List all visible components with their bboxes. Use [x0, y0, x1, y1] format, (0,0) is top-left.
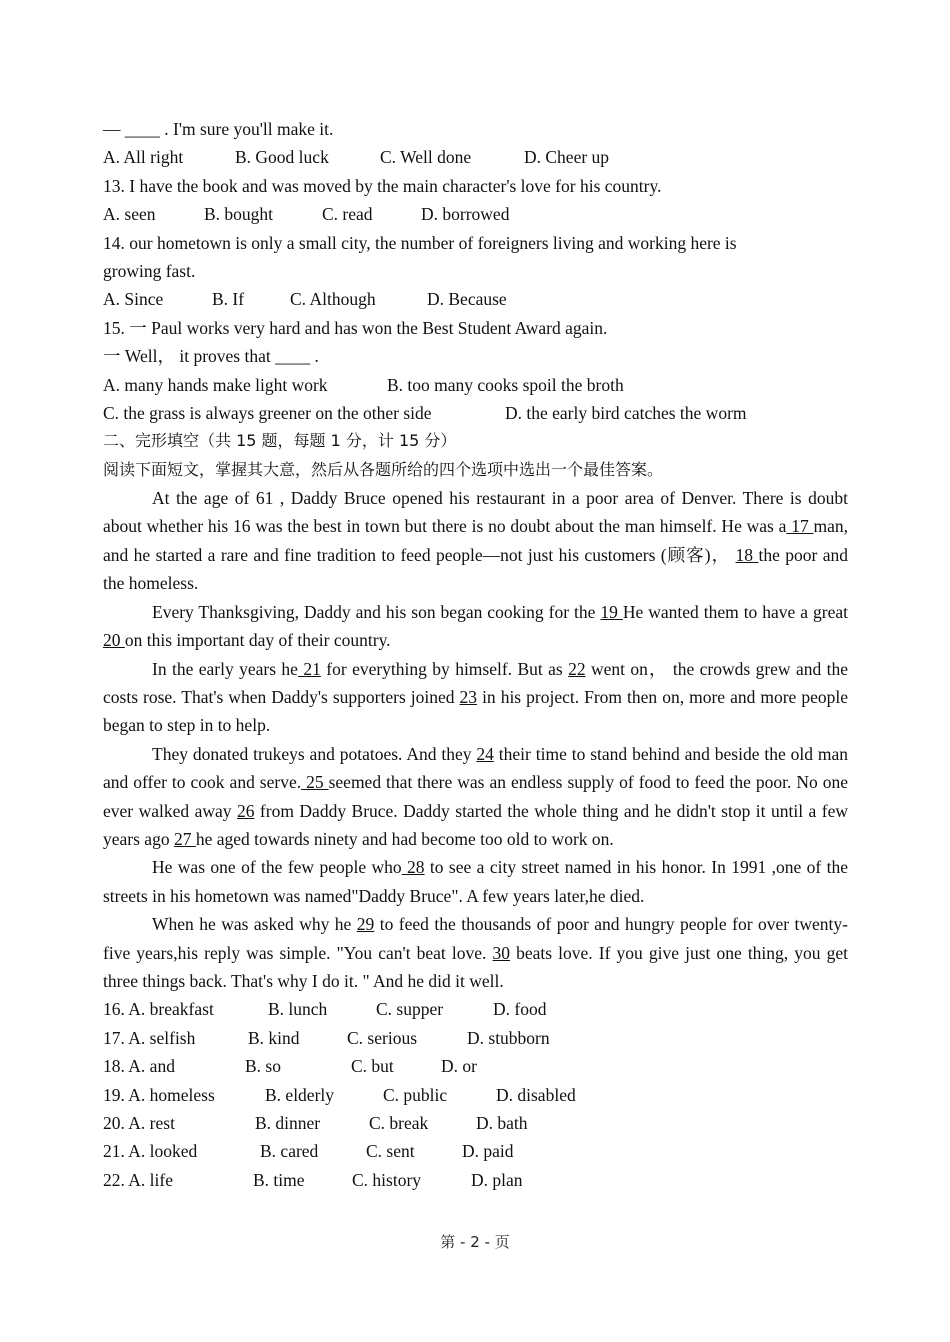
text: on this important day of their country.: [124, 630, 391, 651]
text: When he was asked why he: [152, 914, 357, 935]
blank-19: 19: [600, 601, 623, 622]
text: He wanted them to have a great: [622, 601, 848, 622]
option: D. or: [441, 1056, 477, 1077]
text: Every Thanksgiving, Daddy and his son began cooking for the: [152, 601, 601, 622]
q14-options: [103, 285, 848, 313]
blank-24: 24: [476, 743, 494, 764]
text: in his project. From then on, more and more people began to step in to help.: [103, 686, 848, 736]
answer-row-22: [103, 1166, 848, 1194]
blank-25: 25: [301, 772, 329, 793]
option: B. time: [253, 1169, 305, 1190]
option: C. Well done: [380, 147, 472, 168]
option: D. Cheer up: [524, 147, 610, 168]
blank-26: 26: [236, 800, 255, 821]
option: 17. A. selfish: [103, 1027, 196, 1048]
option: C. history: [352, 1169, 422, 1190]
option: D. Because: [427, 289, 507, 310]
answer-row-20: [103, 1109, 848, 1137]
q15-options-ab: [103, 371, 848, 399]
option: C. supper: [376, 999, 444, 1020]
option: 21. A. looked: [103, 1141, 198, 1162]
q12-dialog: — ____ . I'm sure you'll make it.: [103, 119, 334, 139]
option: C. but: [351, 1056, 394, 1077]
option: 16. A. breakfast: [103, 999, 214, 1020]
blank-28: 28: [401, 857, 425, 878]
blank-21: 21: [297, 658, 321, 679]
option: C. Although: [290, 289, 376, 310]
option: D. food: [493, 999, 547, 1020]
q12-options: [103, 143, 848, 171]
q13-stem: 13. I have the book and was moved by the main character's love for his country.: [103, 175, 662, 196]
passage-paragraph-3: [103, 655, 848, 740]
option: B. too many cooks spoil the broth: [387, 374, 624, 395]
answer-row-18: [103, 1052, 848, 1080]
text: to see a city street named in his honor. In 1991 ,one of the streets in his hometown was named"Daddy Bruce". A few years later,he died.: [103, 857, 848, 906]
option: B. kind: [248, 1027, 300, 1048]
q13-options: [103, 200, 848, 228]
passage-paragraph-6: [103, 910, 848, 995]
option: D. borrowed: [421, 204, 510, 225]
blank-22: 22: [568, 658, 586, 679]
text: They donated trukeys and potatoes. And they: [152, 743, 477, 764]
text: He was one of the few people who: [152, 857, 402, 878]
option: C. the grass is always greener on the other side: [103, 402, 432, 423]
option: A. Since: [103, 289, 164, 310]
option: B. elderly: [265, 1084, 335, 1105]
answer-row-19: [103, 1081, 848, 1109]
text: for everything by himself. But as: [320, 658, 569, 679]
passage-paragraph-5: [103, 853, 848, 910]
blank-17: 17: [786, 516, 814, 537]
option: D. plan: [471, 1169, 523, 1190]
blank-18: 18: [735, 544, 759, 565]
blank-30: 30: [492, 942, 510, 963]
section-heading: 二、完形填空（共 15 题，每题 1 分，计 15 分）: [103, 431, 457, 451]
option: C. serious: [347, 1027, 417, 1048]
section-instruction: 阅读下面短文，掌握其大意，然后从各题所给的四个选项中选出一个最佳答案。: [103, 459, 664, 479]
text: man, and he started a rare and fine tradition to feed people—not just his customers (顾客)，: [103, 516, 849, 565]
blank-27: 27: [173, 828, 196, 849]
passage-paragraph-2: [103, 598, 848, 655]
q15-line2: 一 Well， it proves that ____ .: [103, 346, 319, 367]
option: B. bought: [204, 204, 274, 225]
text: beats love. If you give just one thing, you get three things back. That's why I do it. " And he did it well.: [103, 942, 848, 991]
blank-23: 23: [459, 686, 478, 707]
option: 19. A. homeless: [103, 1084, 215, 1105]
option: B. so: [245, 1056, 281, 1077]
text: from Daddy Bruce. Daddy started the whole thing and he didn't stop it until a few years ago: [103, 800, 849, 849]
option: C. break: [369, 1112, 429, 1133]
passage-paragraph-4: [103, 740, 848, 854]
text: In the early years he: [152, 658, 298, 679]
text: went on， the crowds grew and the costs rose. That's when Daddy's supporters joined: [103, 658, 849, 707]
q14-stem: 14. our hometown is only a small city, the number of foreigners living and working here is: [103, 232, 737, 253]
q14-stem-cont: growing fast.: [103, 260, 196, 281]
option: B. cared: [260, 1141, 319, 1162]
text: to feed the thousands of poor and hungry people for over twenty-five years,his reply was simple. "You can't beat love.: [103, 914, 848, 963]
blank-29: 29: [356, 914, 375, 935]
text: the poor and the homeless.: [103, 544, 848, 594]
option: A. many hands make light work: [103, 374, 328, 395]
option: D. stubborn: [467, 1027, 550, 1048]
option: C. public: [383, 1084, 448, 1105]
option: B. Good luck: [235, 147, 329, 168]
passage-paragraph-1: [103, 484, 848, 598]
answer-row-21: [103, 1137, 848, 1165]
q15-line1: 15. 一 Paul works very hard and has won the Best Student Award again.: [103, 317, 608, 338]
q15-options-cd: [103, 399, 848, 427]
option: D. the early bird catches the worm: [505, 402, 747, 423]
option: 20. A. rest: [103, 1112, 175, 1133]
option: D. bath: [476, 1112, 528, 1133]
option: 18. A. and: [103, 1056, 175, 1077]
text: At the age of 61 , Daddy Bruce opened his restaurant in a poor area of Denver. There is doubt about whether his 16 was the best in town but there is no doubt about the man himself. He was a: [103, 488, 848, 537]
option: D. paid: [462, 1141, 514, 1162]
option: A. seen: [103, 204, 156, 225]
option: A. All right: [103, 147, 184, 168]
option: 22. A. life: [103, 1169, 173, 1190]
option: D. disabled: [496, 1084, 576, 1105]
answer-row-17: [103, 1024, 848, 1052]
option: B. dinner: [255, 1112, 321, 1133]
exam-page: [103, 115, 848, 1194]
text: their time to stand behind and beside the old man and offer to cook and serve.: [103, 743, 849, 793]
option: C. read: [322, 204, 373, 225]
option: C. sent: [366, 1141, 415, 1162]
text: he aged towards ninety and had become too old to work on.: [195, 828, 614, 849]
page-number: 第 - 2 - 页: [440, 1233, 510, 1251]
option: B. If: [212, 289, 245, 310]
answer-row-16: [103, 995, 848, 1023]
option: B. lunch: [268, 999, 328, 1020]
text: seemed that there was an endless supply of food to feed the poor. No one ever walked away: [103, 772, 848, 821]
blank-20: 20: [103, 630, 125, 651]
